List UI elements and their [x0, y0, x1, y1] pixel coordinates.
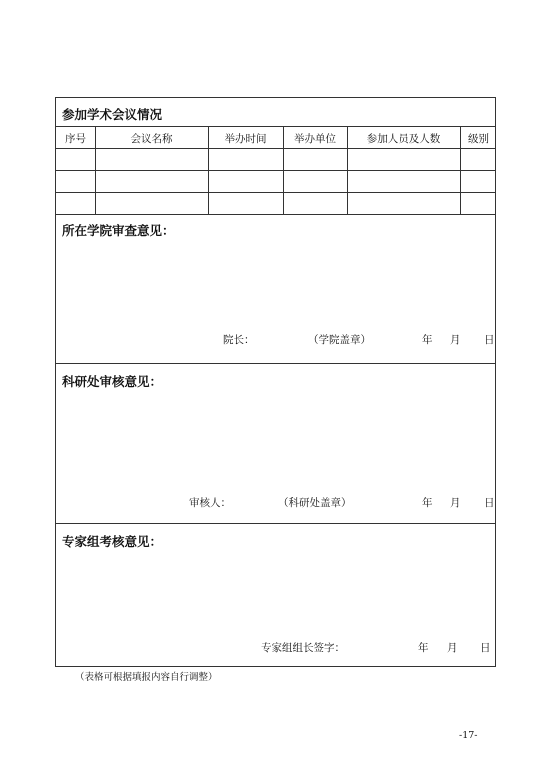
college-review-title: 所在学院审查意见：	[62, 223, 175, 238]
research-office-comment-area[interactable]	[56, 393, 495, 488]
divider	[56, 126, 495, 127]
column-header-index: 序号	[65, 133, 86, 145]
college-review-comment-area[interactable]	[56, 242, 495, 322]
college-seal-label: （学院盖章）	[308, 334, 371, 346]
table-row[interactable]	[56, 170, 495, 192]
expert-month-label: 月	[447, 642, 458, 654]
expert-year-label: 年	[418, 642, 429, 654]
column-header-level: 级别	[468, 133, 489, 145]
research-month-label: 月	[450, 497, 461, 509]
column-header-participants: 参加人员及人数	[366, 133, 441, 145]
table-footnote: （表格可根据填报内容自行调整）	[75, 672, 218, 683]
college-year-label: 年	[422, 334, 433, 346]
table-row[interactable]	[56, 192, 495, 214]
expert-leader-signature-label: 专家组组长签字：	[261, 642, 345, 654]
research-reviewer-label: 审核人：	[189, 497, 231, 509]
college-month-label: 月	[450, 334, 461, 346]
conference-section-title: 参加学术会议情况	[62, 107, 163, 122]
research-year-label: 年	[422, 497, 433, 509]
column-header-date: 举办时间	[224, 133, 267, 145]
college-day-label: 日	[484, 334, 495, 346]
expert-review-title: 专家组考核意见：	[62, 534, 163, 549]
expert-comment-area[interactable]	[56, 553, 495, 633]
evaluation-form-table	[55, 97, 496, 667]
college-dean-label: 院长：	[223, 334, 255, 346]
research-office-review-title: 科研处审核意见：	[62, 374, 163, 389]
research-seal-label: （科研处盖章）	[278, 497, 352, 509]
column-header-conference-name: 会议名称	[130, 133, 173, 145]
divider	[56, 363, 495, 364]
page-number: -17-	[459, 730, 478, 741]
research-day-label: 日	[484, 497, 495, 509]
table-row[interactable]	[56, 148, 495, 170]
expert-day-label: 日	[480, 642, 491, 654]
divider	[56, 523, 495, 524]
divider	[56, 214, 495, 215]
column-header-organizer: 举办单位	[294, 133, 336, 145]
